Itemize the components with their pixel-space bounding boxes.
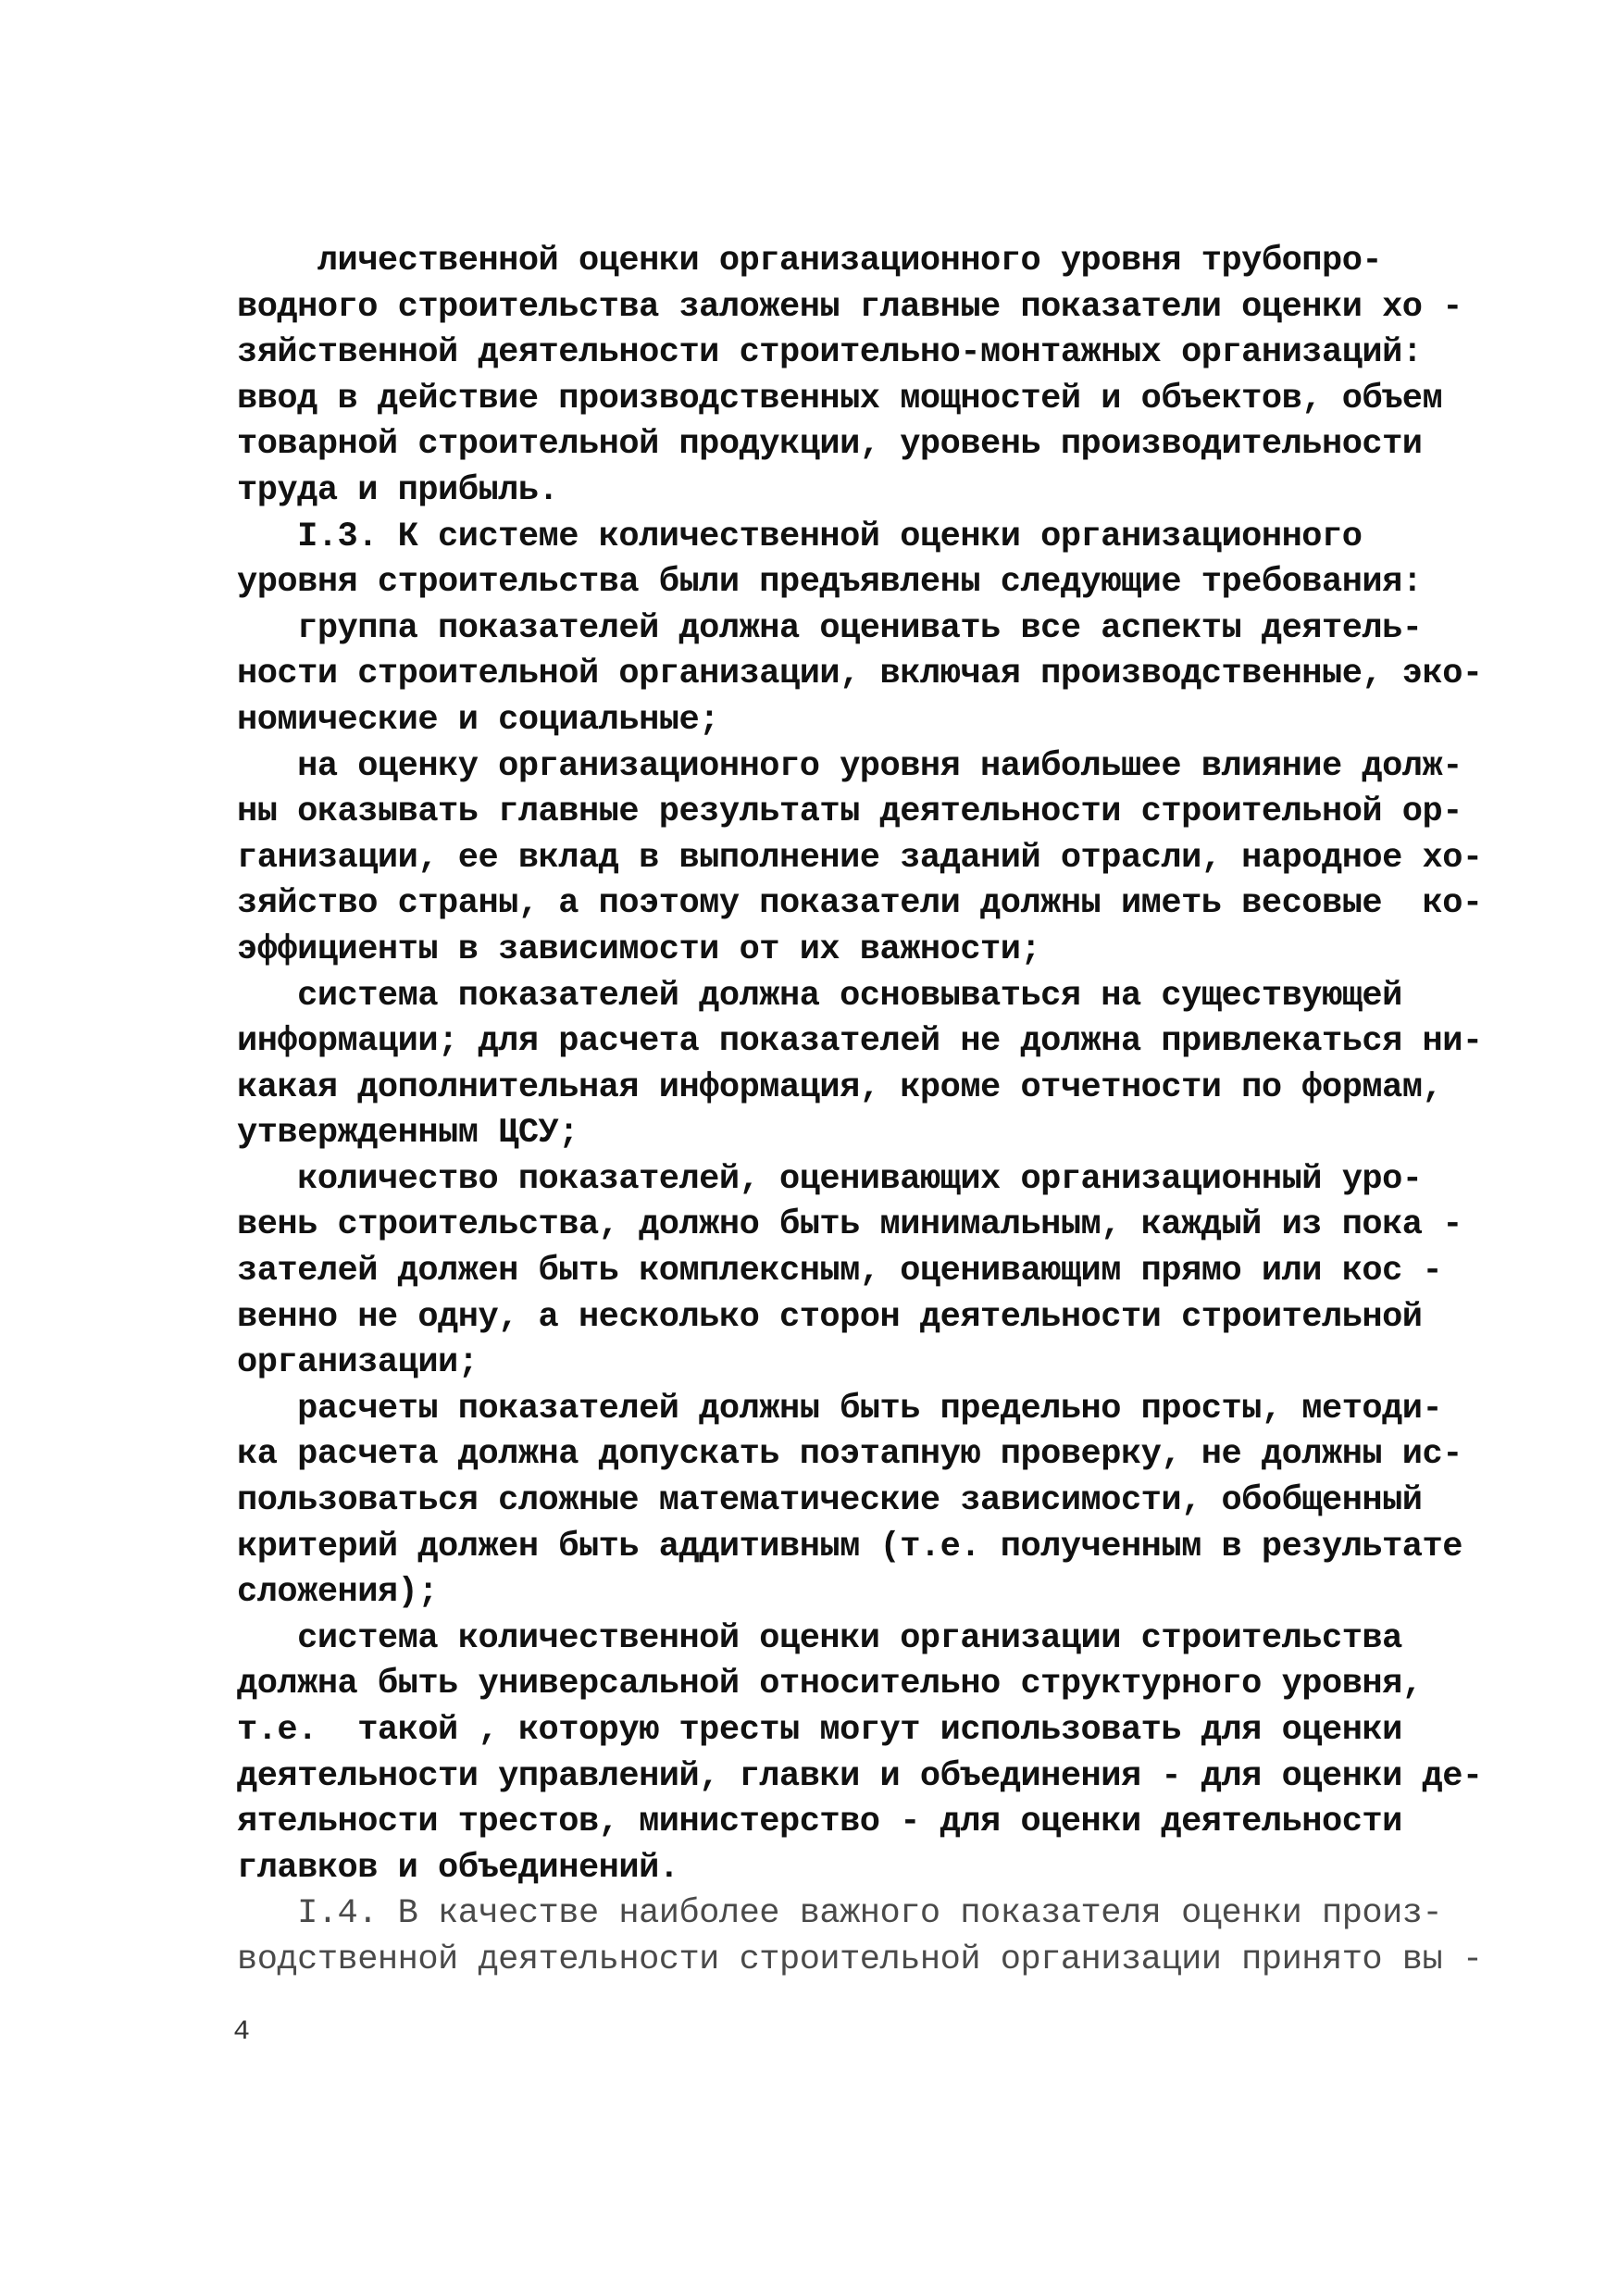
text-line: номические и социальные; xyxy=(237,700,719,740)
text-line: зяйственной деятельности строительно-монтажных организаций: xyxy=(237,333,1423,373)
text-line: ны оказывать главные результаты деятельности строительной ор- xyxy=(237,792,1462,832)
text-line: вень строительства, должно быть минимальным, каждый из пока - xyxy=(237,1205,1462,1245)
text-line: группа показателей должна оценивать все аспекты деятель- xyxy=(237,608,1423,648)
text-line: должна быть универсальной относительно структурного уровня, xyxy=(237,1665,1423,1704)
text-line: зяйство страны, а поэтому показатели должны иметь весовые ко- xyxy=(237,884,1483,924)
text-line: I.4. В качестве наиболее важного показателя оценки произ- xyxy=(237,1894,1443,1934)
text-line: эффициенты в зависимости от их важности; xyxy=(237,930,1041,969)
text-line: зателей должен быть комплексным, оценивающим прямо или кос - xyxy=(237,1252,1443,1292)
text-line: какая дополнительная информация, кроме отчетности по формам, xyxy=(237,1067,1443,1107)
text-line: на оценку организационного уровня наибольшее влияние долж- xyxy=(237,746,1462,786)
text-line: личественной оценки организационного уровня трубопро- xyxy=(237,242,1383,281)
text-line: утвержденным ЦСУ; xyxy=(237,1114,579,1154)
text-line: ности строительной организации, включая производственные, эко- xyxy=(237,655,1483,694)
text-line: I.3. К системе количественной оценки организационного xyxy=(237,517,1363,556)
text-line: информации; для расчета показателей не должна привлекаться ни- xyxy=(237,1022,1483,1062)
text-line: организации; xyxy=(237,1343,479,1383)
body-text xyxy=(237,239,1483,1984)
text-line: венно не одну, а несколько сторон деятельности строительной xyxy=(237,1297,1423,1337)
text-line: расчеты показателей должны быть предельно просты, методи- xyxy=(237,1389,1443,1429)
text-line: ятельности трестов, министерство - для оценки деятельности xyxy=(237,1803,1402,1842)
page-number: 4 xyxy=(233,2016,251,2048)
text-line: главков и объединений. xyxy=(237,1848,679,1888)
text-line: уровня строительства были предъявлены следующие требования: xyxy=(237,563,1423,603)
text-line: деятельности управлений, главки и объединения - для оценки де- xyxy=(237,1756,1483,1796)
text-line: система показателей должна основываться на существующей xyxy=(237,976,1402,1016)
text-line: ввод в действие производственных мощностей и объектов, объем xyxy=(237,379,1443,418)
text-line: ка расчета должна допускать поэтапную проверку, не должны ис- xyxy=(237,1435,1462,1475)
text-line: ганизации, ее вклад в выполнение заданий отрасли, народное хо- xyxy=(237,838,1483,878)
text-line: сложения); xyxy=(237,1573,439,1613)
text-line: водного строительства заложены главные показатели оценки хо - xyxy=(237,287,1462,327)
text-line: товарной строительной продукции, уровень производительности xyxy=(237,425,1423,465)
text-line: труда и прибыль. xyxy=(237,470,559,510)
text-line: пользоваться сложные математические зависимости, обобщенный xyxy=(237,1481,1423,1521)
text-line: водственной деятельности строительной организации принято вы - xyxy=(237,1940,1483,1979)
text-line: т.е. такой , которую тресты могут использовать для оценки xyxy=(237,1711,1402,1750)
text-line: количество показателей, оценивающих организационный уро- xyxy=(237,1159,1423,1199)
text-line: критерий должен быть аддитивным (т.е. полученным в результате xyxy=(237,1527,1462,1566)
text-line: система количественной оценки организации строительства xyxy=(237,1618,1402,1658)
